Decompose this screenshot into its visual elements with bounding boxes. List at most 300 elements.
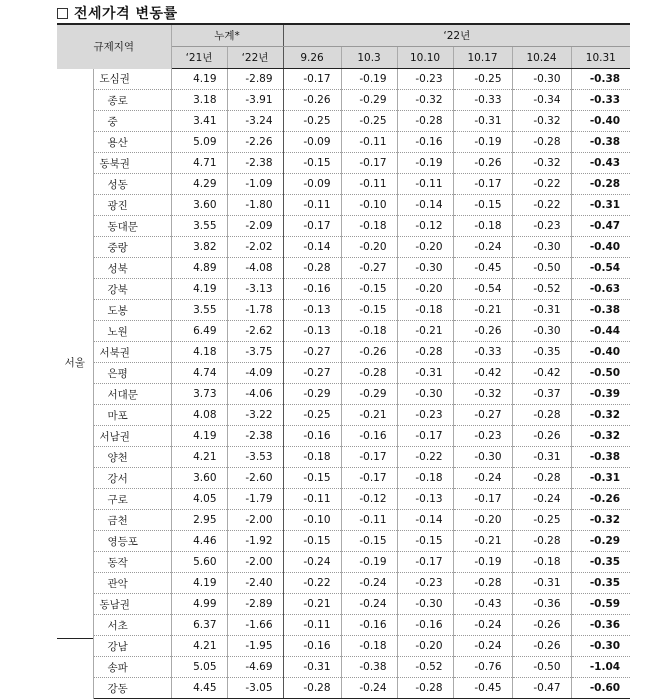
value-cell: -0.23 — [397, 69, 453, 90]
value-cell: 4.08 — [171, 405, 227, 426]
header-week-5: 10.24 — [512, 47, 571, 69]
value-cell: 5.60 — [171, 552, 227, 573]
value-cell: -0.11 — [283, 195, 341, 216]
district-name — [93, 405, 171, 426]
value-cell: -1.04 — [571, 657, 630, 678]
value-cell: -0.21 — [283, 594, 341, 615]
value-cell: -0.31 — [512, 447, 571, 468]
table-row — [57, 258, 630, 279]
header-week-1: 9.26 — [283, 47, 341, 69]
district-name — [93, 342, 171, 363]
value-cell: -3.13 — [227, 279, 283, 300]
district-name — [93, 216, 171, 237]
value-cell: -0.19 — [453, 552, 512, 573]
value-cell: -0.38 — [341, 657, 397, 678]
value-cell: 3.60 — [171, 468, 227, 489]
value-cell: -4.69 — [227, 657, 283, 678]
value-cell: -0.24 — [453, 636, 512, 657]
value-cell: -2.26 — [227, 132, 283, 153]
value-cell: -0.43 — [571, 153, 630, 174]
value-cell: -0.16 — [283, 636, 341, 657]
district-label: 중 — [107, 115, 118, 128]
value-cell: -0.24 — [453, 237, 512, 258]
value-cell: -0.26 — [453, 321, 512, 342]
value-cell: 3.73 — [171, 384, 227, 405]
district-label: 서초 — [107, 619, 128, 632]
value-cell: -3.24 — [227, 111, 283, 132]
district-label: 도봉 — [107, 304, 128, 317]
value-cell: -0.32 — [571, 510, 630, 531]
value-cell: -2.09 — [227, 216, 283, 237]
value-cell: -0.40 — [571, 111, 630, 132]
district-name — [93, 573, 171, 594]
value-cell: -0.33 — [453, 90, 512, 111]
value-cell: -3.53 — [227, 447, 283, 468]
district-name — [93, 510, 171, 531]
value-cell: -0.50 — [571, 363, 630, 384]
value-cell: -4.09 — [227, 363, 283, 384]
value-cell: -0.22 — [512, 195, 571, 216]
district-label: 노원 — [107, 325, 128, 338]
value-cell: 3.55 — [171, 216, 227, 237]
value-cell: -2.00 — [227, 510, 283, 531]
value-cell: -0.17 — [283, 69, 341, 90]
value-cell: -0.26 — [512, 615, 571, 636]
value-cell: -0.54 — [571, 258, 630, 279]
value-cell: -1.79 — [227, 489, 283, 510]
value-cell: -0.24 — [453, 615, 512, 636]
value-cell: -0.24 — [512, 489, 571, 510]
document-title — [57, 3, 178, 23]
table-row — [57, 510, 630, 531]
value-cell: -0.31 — [283, 657, 341, 678]
value-cell: -0.28 — [283, 258, 341, 279]
value-cell: -0.28 — [512, 468, 571, 489]
value-cell: -0.16 — [397, 615, 453, 636]
value-cell: -0.09 — [283, 132, 341, 153]
value-cell: 3.60 — [171, 195, 227, 216]
value-cell: -0.38 — [571, 132, 630, 153]
value-cell: -0.47 — [512, 678, 571, 699]
value-cell: -0.19 — [397, 153, 453, 174]
district-name — [93, 531, 171, 552]
value-cell: 5.09 — [171, 132, 227, 153]
value-cell: -0.36 — [512, 594, 571, 615]
district-name — [93, 69, 171, 90]
value-cell: -0.16 — [283, 279, 341, 300]
table-row — [57, 279, 630, 300]
value-cell: -0.15 — [341, 279, 397, 300]
value-cell: -0.25 — [283, 111, 341, 132]
value-cell: 4.05 — [171, 489, 227, 510]
title-text: 전세가격 변동률 — [74, 6, 178, 22]
value-cell: -1.80 — [227, 195, 283, 216]
header-week-2: 10.3 — [341, 47, 397, 69]
district-name — [93, 300, 171, 321]
value-cell: -0.45 — [453, 258, 512, 279]
value-cell: -0.17 — [341, 447, 397, 468]
value-cell: -0.16 — [341, 615, 397, 636]
value-cell: -1.09 — [227, 174, 283, 195]
value-cell: 4.46 — [171, 531, 227, 552]
value-cell: 4.19 — [171, 69, 227, 90]
table-row — [57, 426, 630, 447]
value-cell: -0.27 — [283, 342, 341, 363]
value-cell: 6.37 — [171, 615, 227, 636]
district-name — [93, 636, 171, 657]
table-row — [57, 216, 630, 237]
value-cell: -0.20 — [397, 237, 453, 258]
district-label: 종로 — [107, 94, 128, 107]
value-cell: 2.95 — [171, 510, 227, 531]
value-cell: -0.16 — [283, 426, 341, 447]
value-cell: -1.78 — [227, 300, 283, 321]
value-cell: -3.05 — [227, 678, 283, 699]
value-cell: -0.23 — [512, 216, 571, 237]
header-cumulative: 누계* — [171, 24, 283, 47]
value-cell: -0.27 — [341, 258, 397, 279]
district-name — [93, 237, 171, 258]
value-cell: -4.08 — [227, 258, 283, 279]
value-cell: -2.62 — [227, 321, 283, 342]
value-cell: -0.44 — [571, 321, 630, 342]
value-cell: -0.26 — [512, 636, 571, 657]
value-cell: -0.23 — [453, 426, 512, 447]
value-cell: -0.21 — [341, 405, 397, 426]
value-cell: -0.32 — [453, 384, 512, 405]
price-change-table — [57, 23, 630, 699]
value-cell: -0.15 — [453, 195, 512, 216]
value-cell: -0.29 — [571, 531, 630, 552]
district-label: 은평 — [107, 367, 128, 380]
table-row — [57, 153, 630, 174]
value-cell: -3.75 — [227, 342, 283, 363]
value-cell: -0.30 — [512, 237, 571, 258]
value-cell: 4.21 — [171, 447, 227, 468]
value-cell: -0.20 — [453, 510, 512, 531]
value-cell: -0.18 — [341, 321, 397, 342]
table-row — [57, 300, 630, 321]
district-name — [93, 384, 171, 405]
value-cell: -0.28 — [512, 405, 571, 426]
region-seoul: 서울 — [57, 69, 93, 657]
value-cell: -0.28 — [453, 573, 512, 594]
district-name — [93, 153, 171, 174]
table-row — [57, 489, 630, 510]
value-cell: -0.25 — [512, 510, 571, 531]
value-cell: -0.47 — [571, 216, 630, 237]
value-cell: -0.17 — [453, 174, 512, 195]
district-label: 마포 — [107, 409, 128, 422]
value-cell: -0.30 — [397, 594, 453, 615]
value-cell: -0.18 — [397, 468, 453, 489]
value-cell: -0.11 — [283, 615, 341, 636]
value-cell: -0.27 — [283, 363, 341, 384]
value-cell: -0.31 — [397, 363, 453, 384]
value-cell: -0.26 — [512, 426, 571, 447]
district-label: 도심권 — [99, 73, 130, 86]
value-cell: -2.60 — [227, 468, 283, 489]
value-cell: -0.21 — [453, 300, 512, 321]
district-label: 서대문 — [107, 388, 138, 401]
table-row — [57, 573, 630, 594]
district-label: 동북권 — [99, 157, 130, 170]
table-row — [57, 678, 630, 699]
value-cell: -0.40 — [571, 237, 630, 258]
value-cell: -0.13 — [283, 321, 341, 342]
value-cell: -0.15 — [397, 531, 453, 552]
value-cell: 4.18 — [171, 342, 227, 363]
value-cell: -0.28 — [283, 678, 341, 699]
value-cell: -0.35 — [571, 573, 630, 594]
value-cell: -0.22 — [283, 573, 341, 594]
value-cell: -0.31 — [512, 573, 571, 594]
header-cum-21: ‘21년 — [171, 47, 227, 69]
value-cell: -0.35 — [571, 552, 630, 573]
district-label: 동작 — [107, 556, 128, 569]
value-cell: -0.29 — [283, 384, 341, 405]
value-cell: -0.32 — [397, 90, 453, 111]
value-cell: -0.24 — [283, 552, 341, 573]
value-cell: -0.33 — [453, 342, 512, 363]
district-name — [93, 132, 171, 153]
district-name — [93, 489, 171, 510]
value-cell: 4.21 — [171, 636, 227, 657]
value-cell: -0.50 — [512, 657, 571, 678]
district-name — [93, 90, 171, 111]
value-cell: -0.14 — [283, 237, 341, 258]
value-cell: -0.20 — [397, 279, 453, 300]
value-cell: -0.18 — [283, 447, 341, 468]
value-cell: 3.55 — [171, 300, 227, 321]
table-row — [57, 594, 630, 615]
value-cell: -0.38 — [571, 69, 630, 90]
value-cell: -0.30 — [512, 69, 571, 90]
value-cell: -0.18 — [453, 216, 512, 237]
value-cell: -0.10 — [341, 195, 397, 216]
value-cell: -0.30 — [453, 447, 512, 468]
value-cell: -0.35 — [512, 342, 571, 363]
value-cell: -0.32 — [571, 405, 630, 426]
value-cell: -0.28 — [397, 342, 453, 363]
value-cell: -1.95 — [227, 636, 283, 657]
value-cell: -0.15 — [283, 468, 341, 489]
value-cell: -0.25 — [453, 69, 512, 90]
header-week-6: 10.31 — [571, 47, 630, 69]
value-cell: -0.32 — [512, 153, 571, 174]
district-label: 강북 — [107, 283, 128, 296]
value-cell: -0.11 — [341, 174, 397, 195]
district-label: 용산 — [107, 136, 128, 149]
value-cell: -0.29 — [341, 90, 397, 111]
table-row — [57, 321, 630, 342]
value-cell: -0.38 — [571, 447, 630, 468]
district-label: 강남 — [107, 640, 128, 653]
value-cell: -3.22 — [227, 405, 283, 426]
value-cell: -2.89 — [227, 69, 283, 90]
district-name — [93, 657, 171, 678]
value-cell: -0.54 — [453, 279, 512, 300]
value-cell: -0.28 — [512, 132, 571, 153]
value-cell: -0.24 — [453, 468, 512, 489]
value-cell: -0.26 — [453, 153, 512, 174]
checkbox-square-icon — [57, 8, 68, 19]
value-cell: -0.26 — [341, 342, 397, 363]
table-row — [57, 132, 630, 153]
value-cell: -0.11 — [397, 174, 453, 195]
value-cell: -0.16 — [341, 426, 397, 447]
value-cell: -0.42 — [453, 363, 512, 384]
district-label: 동남권 — [99, 598, 130, 611]
district-label: 구로 — [107, 493, 128, 506]
district-name — [93, 615, 171, 636]
value-cell: -0.52 — [512, 279, 571, 300]
value-cell: -0.25 — [283, 405, 341, 426]
table-body — [57, 69, 630, 699]
value-cell: -0.24 — [341, 594, 397, 615]
value-cell: -0.16 — [397, 132, 453, 153]
value-cell: 6.49 — [171, 321, 227, 342]
value-cell: -0.38 — [571, 300, 630, 321]
district-label: 금천 — [107, 514, 128, 527]
district-name — [93, 174, 171, 195]
value-cell: -0.31 — [453, 111, 512, 132]
value-cell: -0.30 — [512, 321, 571, 342]
value-cell: 4.99 — [171, 594, 227, 615]
district-label: 양천 — [107, 451, 128, 464]
table-row — [57, 657, 630, 678]
value-cell: 4.19 — [171, 573, 227, 594]
region-divider — [57, 638, 93, 639]
district-label: 영등포 — [107, 535, 138, 548]
value-cell: -0.22 — [397, 447, 453, 468]
value-cell: -0.17 — [341, 153, 397, 174]
value-cell: -0.63 — [571, 279, 630, 300]
value-cell: -0.33 — [571, 90, 630, 111]
value-cell: -0.43 — [453, 594, 512, 615]
table-row — [57, 531, 630, 552]
table-row — [57, 342, 630, 363]
value-cell: -0.28 — [397, 111, 453, 132]
value-cell: -0.15 — [283, 531, 341, 552]
value-cell: -0.27 — [453, 405, 512, 426]
value-cell: -0.17 — [283, 216, 341, 237]
value-cell: -0.17 — [341, 468, 397, 489]
district-name — [93, 195, 171, 216]
header-week-4: 10.17 — [453, 47, 512, 69]
table-row — [57, 447, 630, 468]
table-row — [57, 636, 630, 657]
value-cell: -0.32 — [512, 111, 571, 132]
value-cell: -0.23 — [397, 573, 453, 594]
value-cell: -0.14 — [397, 510, 453, 531]
value-cell: -0.18 — [512, 552, 571, 573]
district-label: 성동 — [107, 178, 128, 191]
district-label: 송파 — [107, 661, 128, 674]
district-name — [93, 678, 171, 699]
table-row — [57, 237, 630, 258]
district-name — [93, 447, 171, 468]
value-cell: -0.30 — [397, 384, 453, 405]
value-cell: -0.21 — [397, 321, 453, 342]
value-cell: 3.82 — [171, 237, 227, 258]
value-cell: -0.17 — [397, 426, 453, 447]
value-cell: -0.28 — [397, 678, 453, 699]
district-label: 성북 — [107, 262, 128, 275]
value-cell: -0.26 — [283, 90, 341, 111]
value-cell: -0.59 — [571, 594, 630, 615]
value-cell: -0.11 — [283, 489, 341, 510]
district-name — [93, 258, 171, 279]
value-cell: -0.15 — [283, 153, 341, 174]
value-cell: -0.60 — [571, 678, 630, 699]
value-cell: -0.11 — [341, 132, 397, 153]
value-cell: -0.28 — [512, 531, 571, 552]
value-cell: -0.12 — [341, 489, 397, 510]
value-cell: -0.50 — [512, 258, 571, 279]
value-cell: -0.30 — [397, 258, 453, 279]
district-name — [93, 468, 171, 489]
district-label: 관악 — [107, 577, 128, 590]
value-cell: -0.20 — [397, 636, 453, 657]
value-cell: -0.76 — [453, 657, 512, 678]
value-cell: -0.52 — [397, 657, 453, 678]
value-cell: 4.74 — [171, 363, 227, 384]
value-cell: -0.32 — [571, 426, 630, 447]
value-cell: -2.02 — [227, 237, 283, 258]
district-label: 강서 — [107, 472, 128, 485]
value-cell: 3.18 — [171, 90, 227, 111]
value-cell: -0.18 — [341, 216, 397, 237]
value-cell: -0.15 — [341, 531, 397, 552]
value-cell: -0.31 — [571, 195, 630, 216]
value-cell: -0.09 — [283, 174, 341, 195]
value-cell: -0.28 — [341, 363, 397, 384]
value-cell: -0.18 — [397, 300, 453, 321]
value-cell: -0.29 — [341, 384, 397, 405]
district-name — [93, 594, 171, 615]
value-cell: -0.19 — [341, 552, 397, 573]
table-row — [57, 384, 630, 405]
value-cell: -2.38 — [227, 426, 283, 447]
district-name — [93, 426, 171, 447]
value-cell: -2.38 — [227, 153, 283, 174]
district-name — [93, 321, 171, 342]
value-cell: -0.10 — [283, 510, 341, 531]
value-cell: -0.24 — [341, 573, 397, 594]
table-row — [57, 111, 630, 132]
district-label: 서북권 — [99, 346, 130, 359]
value-cell: -0.14 — [397, 195, 453, 216]
value-cell: -0.28 — [571, 174, 630, 195]
table-row — [57, 552, 630, 573]
value-cell: 4.89 — [171, 258, 227, 279]
value-cell: -1.66 — [227, 615, 283, 636]
district-name — [93, 363, 171, 384]
value-cell: -0.34 — [512, 90, 571, 111]
header-year-22: ‘22년 — [283, 24, 630, 47]
value-cell: -0.25 — [341, 111, 397, 132]
district-label: 서남권 — [99, 430, 130, 443]
value-cell: -0.13 — [283, 300, 341, 321]
value-cell: -0.13 — [397, 489, 453, 510]
value-cell: -0.21 — [453, 531, 512, 552]
table-row — [57, 405, 630, 426]
table-row — [57, 174, 630, 195]
table-row — [57, 195, 630, 216]
value-cell: -2.89 — [227, 594, 283, 615]
value-cell: -2.40 — [227, 573, 283, 594]
